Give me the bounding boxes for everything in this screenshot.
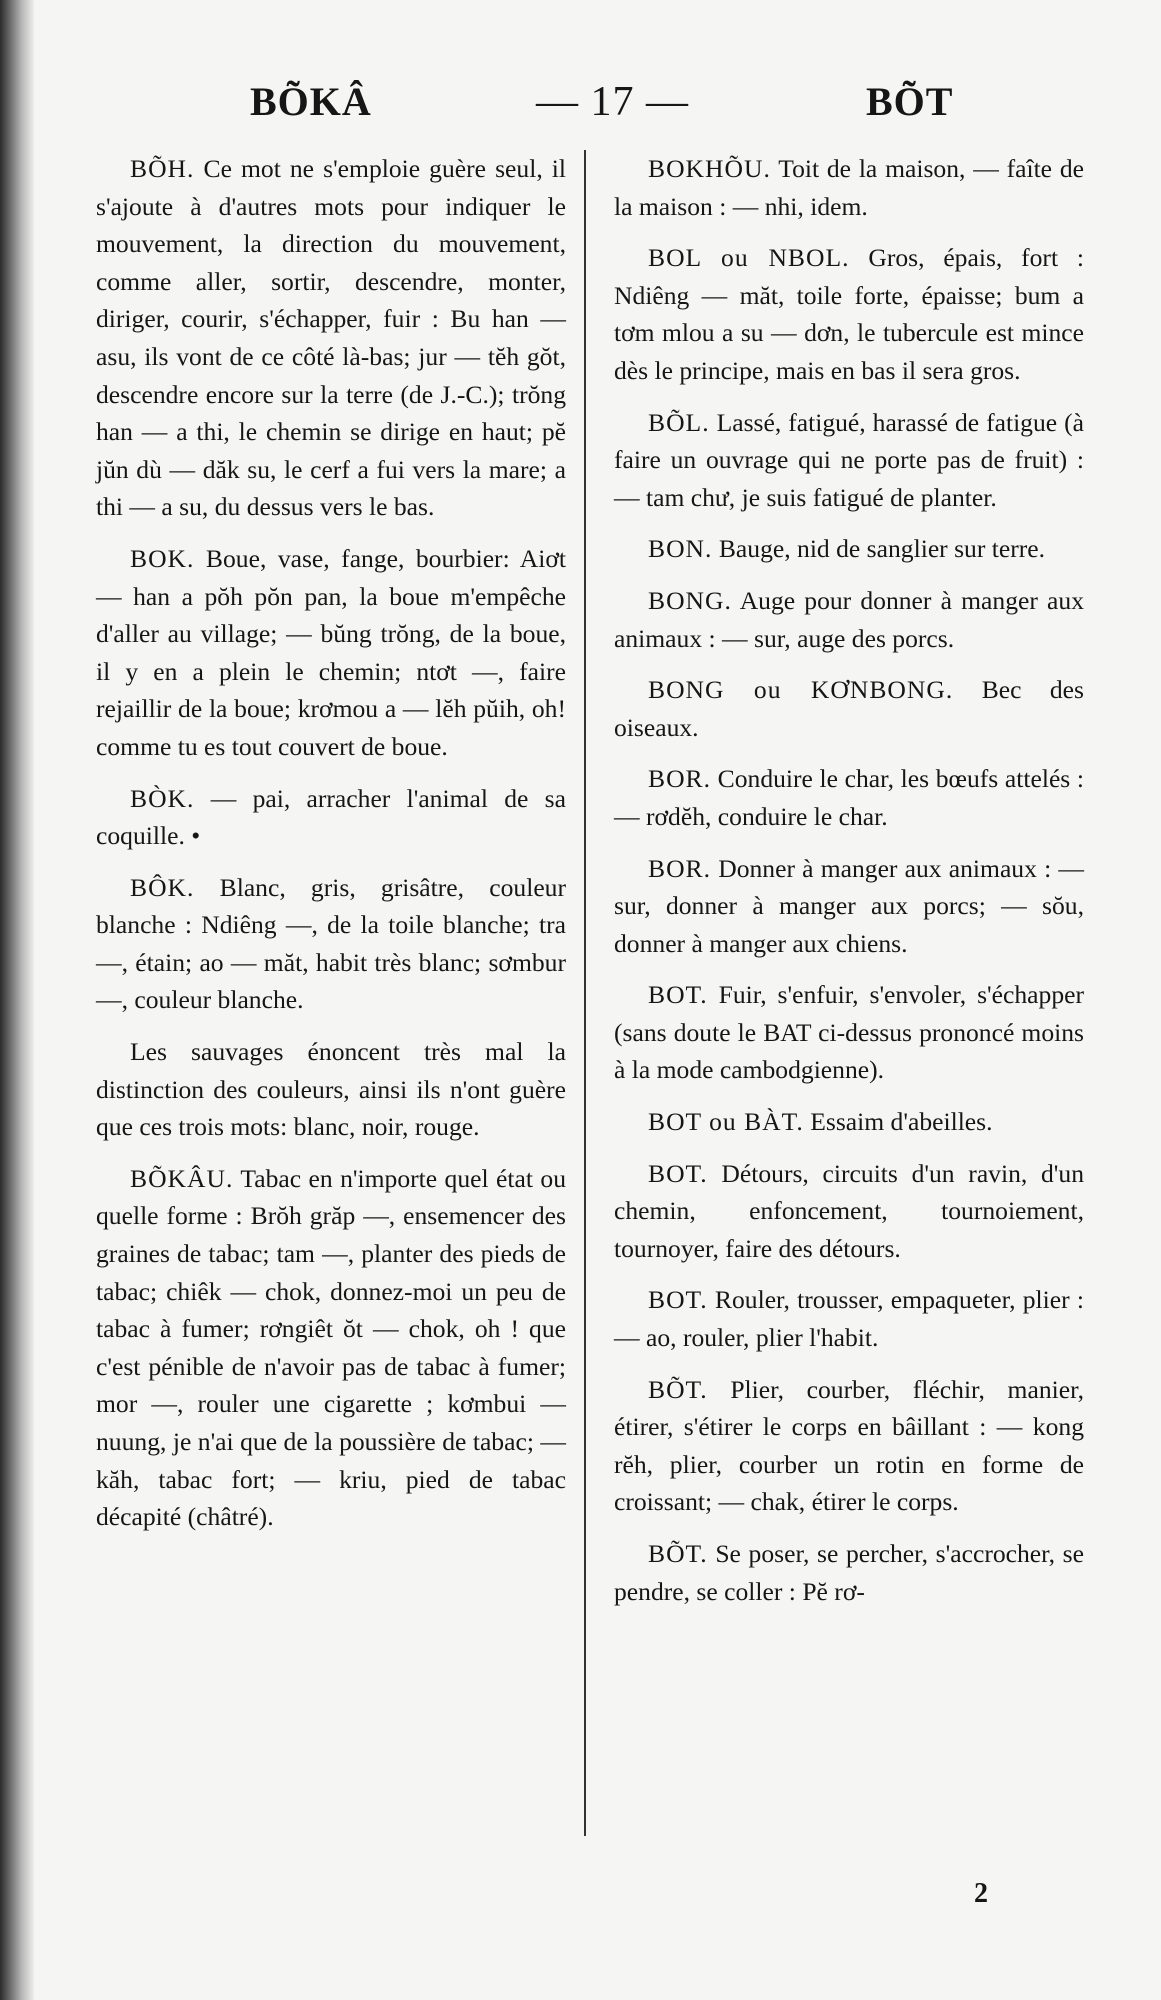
dictionary-entry [96, 150, 566, 526]
entry-definition: Fuir, s'enfuir, s'envoler, s'échapper (sans doute le BAT ci-dessus prononcé moins à la mode cambodgienne). [614, 980, 1084, 1085]
entry-headword: BÕKÂU. [130, 1163, 234, 1193]
entry-definition: Essaim d'abeilles. [810, 1107, 993, 1137]
entry-headword: BOT. [648, 1285, 708, 1315]
entry-definition: Bauge, nid de sanglier sur terre. [718, 534, 1046, 564]
entry-definition: Lassé, fatigué, harassé de fatigue (à faire un ouvrage qui ne porte pas de fruit) : — tam chư, je suis fatigué de planter. [614, 407, 1084, 512]
left-column [96, 150, 566, 1550]
entry-headword: BOT. [648, 980, 708, 1010]
dictionary-entry [614, 850, 1084, 963]
dictionary-entry [614, 239, 1084, 389]
dictionary-entry [614, 1155, 1084, 1268]
page-header [96, 78, 1096, 138]
entry-headword: BOKHÕU. [648, 154, 771, 183]
dictionary-entry [96, 1160, 566, 1536]
entry-definition: Toit de la maison, — faîte de la maison : — nhi, idem. [614, 154, 1084, 221]
entry-definition: Les sauvages énoncent très mal la distinction des couleurs, ainsi ils n'ont guère que ces trois mots: blanc, noir, rouge. [96, 1037, 566, 1142]
signature-mark: 2 [974, 1878, 988, 1909]
entry-definition: Boue, vase, fange, bourbier: Aiơt — han a pŏh pŏn pan, la boue m'empêche d'aller au village; — bŭng trŏng, de la boue, il y en a plein le chemin; ntơt —, faire rejaillir de la boue; krơmou a — lĕh pŭih, oh! comme tu es tout couvert de boue. [96, 543, 566, 761]
entry-definition: Se poser, se percher, s'accrocher, se pendre, se coller : Pĕ rơ- [614, 1539, 1084, 1606]
entry-definition: Plier, courber, fléchir, manier, étirer, s'étirer le corps en bâillant : — kong rĕh, plier, courber un rotin en forme de croissant; — chak, étirer le corps. [614, 1374, 1084, 1517]
entry-headword: BOL ou NBOL. [648, 243, 850, 273]
entry-definition: Blanc, gris, grisâtre, couleur blanche : Ndiêng —, de la toile blanche; tra —, étain; ao — măt, habit très blanc; sơmbur —, couleur blanche. [96, 872, 566, 1015]
dictionary-entry [614, 530, 1084, 568]
entry-headword: BOT ou BÀT. [648, 1107, 804, 1137]
dictionary-entry [614, 1103, 1084, 1141]
entry-headword: BÕL. [648, 407, 710, 437]
dictionary-entry [614, 1535, 1084, 1610]
entry-headword: BÕH. [130, 154, 195, 183]
entry-definition: Tabac en n'importe quel état ou quelle forme : Brŏh grăp —, ensemencer des graines de tabac; tam —, planter des pieds de tabac; chiêk — chok, donnez-moi un peu de tabac à fumer; rơngiêt ŏt — chok, oh ! que c'est pénible de n'avoir pas de tabac à fumer; mor —, rouler une cigarette ; kơmbui — nuung, je n'ai que de la poussière de tabac; — kăh, tabac fort; — kriu, pied de tabac décapité (châtré). [96, 1163, 567, 1532]
dictionary-entry [614, 150, 1084, 225]
dictionary-entry [614, 671, 1084, 746]
header-left-guideword: BÕKÂ [250, 79, 372, 124]
column-divider [584, 150, 586, 1836]
entry-definition: Rouler, trousser, empaqueter, plier : — ao, rouler, plier l'habit. [614, 1285, 1084, 1353]
entry-definition: Ce mot ne s'emploie guère seul, il s'ajoute à d'autres mots pour indiquer le mouvement, la direction du mouvement, comme aller, sortir, descendre, monter, diriger, courir, s'échapper, fuir : Bu han — asu, ils vont de ce côté là-bas; jur — tĕh gŏt, descendre encore sur la terre (de J.-C.); trŏng han — a thi, le chemin se dirige en haut; pĕ jŭn dù — dăk su, le cerf a fui vers la mare; a thi — a su, du dessus vers le bas. [96, 154, 566, 522]
note-paragraph [96, 1033, 566, 1146]
dictionary-entry [614, 1281, 1084, 1356]
right-column [614, 150, 1084, 1624]
entry-headword: BOT. [648, 1158, 708, 1188]
dictionary-entry [614, 976, 1084, 1089]
entry-headword: BOR. [648, 764, 712, 794]
entry-headword: BÒK. [130, 783, 195, 813]
dictionary-entry [614, 1371, 1084, 1521]
entry-definition: Auge pour donner à manger aux animaux : — sur, auge des porcs. [614, 585, 1084, 653]
dictionary-entry [96, 780, 566, 855]
header-right-guideword: BÕT [866, 79, 954, 124]
dictionary-entry [614, 760, 1084, 835]
entry-definition: Détours, circuits d'un ravin, d'un chemin, enfoncement, tournoiement, tournoyer, faire des détours. [614, 1158, 1084, 1263]
entry-definition: Gros, épais, fort : Ndiêng — măt, toile forte, épaisse; bum a tơm mlou a su — dơn, le tubercule est mince dès le principe, mais en bas il sera gros. [614, 243, 1084, 385]
entry-headword: BONG ou KƠNBONG. [648, 675, 954, 705]
entry-headword: BON. [648, 534, 713, 564]
entry-definition: Bec des oiseaux. [614, 675, 1084, 742]
entry-headword: BÕT. [648, 1374, 708, 1404]
dictionary-entry [96, 540, 566, 766]
entry-definition: Donner à manger aux animaux : — sur, donner à manger aux porcs; — sŏu, donner à manger aux chiens. [614, 853, 1084, 958]
entry-headword: BÔK. [130, 872, 195, 902]
entry-definition: Conduire le char, les bœufs attelés : — rơdĕh, conduire le char. [614, 764, 1084, 831]
dictionary-entry [614, 582, 1084, 657]
entry-headword: BOK. [130, 543, 195, 573]
entry-headword: BÕT. [648, 1539, 708, 1568]
page-number: — 17 — [536, 79, 689, 125]
dictionary-entry [614, 404, 1084, 517]
entry-headword: BONG. [648, 585, 732, 615]
entry-definition: — pai, arracher l'animal de sa coquille. • [96, 783, 566, 851]
book-binding-edge [0, 0, 34, 2000]
entry-headword: BOR. [648, 853, 712, 883]
dictionary-entry [96, 869, 566, 1019]
